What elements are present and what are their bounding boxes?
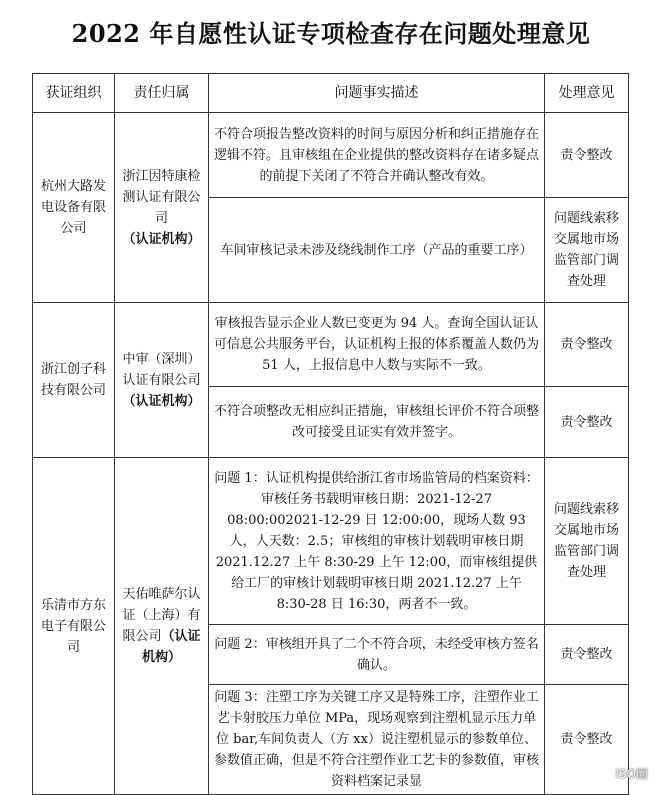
header-desc: 问题事实描述 [209, 74, 545, 113]
opinion-cell: 责令整改 [545, 625, 629, 685]
org-cell: 乐清市方东电子有限公司 [33, 458, 115, 795]
resp-name: 天佑唯萨尔认证（上海）有限公司 [122, 587, 201, 644]
resp-name: 浙江因特康检测认证有限公司 [122, 168, 201, 226]
org-cell: 浙江创子科技有限公司 [33, 303, 115, 458]
table-row [33, 458, 629, 625]
watermark-text: ISO圈 [615, 767, 648, 781]
opinion-cell: 责令整改 [545, 685, 629, 795]
desc-cell: 车间审核记录未涉及绕线制作工序（产品的重要工序） [209, 198, 545, 303]
wechat-icon [595, 767, 611, 781]
resp-name: 中审（深圳）认证有限公司 [122, 351, 201, 388]
desc-cell: 问题 2：审核组开具了二个不符合项，未经受审核方签名确认。 [209, 625, 545, 685]
desc-cell: 问题 3：注塑工序为关键工序又是特殊工序，注塑作业工艺卡射胶压力单位 MPa，现场观察到注塑机显示压力单位 bar,车间负责人（方 xx）说注塑机显示的参数单位、参数值正确，但是不符合注塑作业工艺卡的参数值，审核资料档案记录显 [209, 685, 545, 795]
resp-tag: （认证机构） [122, 393, 201, 409]
header-opinion: 处理意见 [545, 74, 629, 113]
opinion-cell: 问题线索移交属地市场监管部门调查处理 [545, 198, 629, 303]
table-row [33, 303, 629, 387]
header-org: 获证组织 [33, 74, 115, 113]
opinion-cell: 问题线索移交属地市场监管部门调查处理 [545, 458, 629, 625]
resp-cell [115, 458, 209, 795]
watermark [595, 765, 648, 782]
desc-cell: 不符合项整改无相应纠正措施，审核组长评价不符合项整改可接受且证实有效并签字。 [209, 387, 545, 458]
resp-cell [115, 303, 209, 458]
org-cell: 杭州大路发电设备有限公司 [33, 113, 115, 303]
table-header-row [33, 74, 629, 113]
desc-cell: 不符合项报告整改资料的时间与原因分析和纠正措施存在逻辑不符。且审核组在企业提供的整改资料存在诸多疑点的前提下关闭了不符合并确认整改有效。 [209, 113, 545, 198]
issues-table [32, 73, 629, 795]
resp-cell [115, 113, 209, 303]
table-row [33, 113, 629, 198]
opinion-cell: 责令整改 [545, 387, 629, 458]
desc-cell: 审核报告显示企业人数已变更为 94 人。查询全国认证认可信息公共服务平台，认证机构上报的体系覆盖人数仍为 51 人，上报信息中人数与实际不一致。 [209, 303, 545, 387]
header-resp: 责任归属 [115, 74, 209, 113]
desc-cell: 问题 1：认证机构提供给浙江省市场监管局的档案资料：审核任务书载明审核日期：2021-12-27 08:00:002021-12-29 日 12:00:00，现场人数 93 人，人天数：2.5；审核组的审核计划载明审核日期 2021.12.27 上午 8:30-29 上午 12:00，而审核组提供给工厂的审核计划载明审核日期 2021.12.27 上午 8:30-28 日 16:30，两者不一致。 [209, 458, 545, 625]
opinion-cell: 责令整改 [545, 303, 629, 387]
opinion-cell: 责令整改 [545, 113, 629, 198]
resp-tag: （认证机构） [141, 629, 201, 665]
resp-tag: （认证机构） [122, 231, 201, 247]
page-title: 2022 年自愿性认证专项检查存在问题处理意见 [71, 19, 591, 48]
